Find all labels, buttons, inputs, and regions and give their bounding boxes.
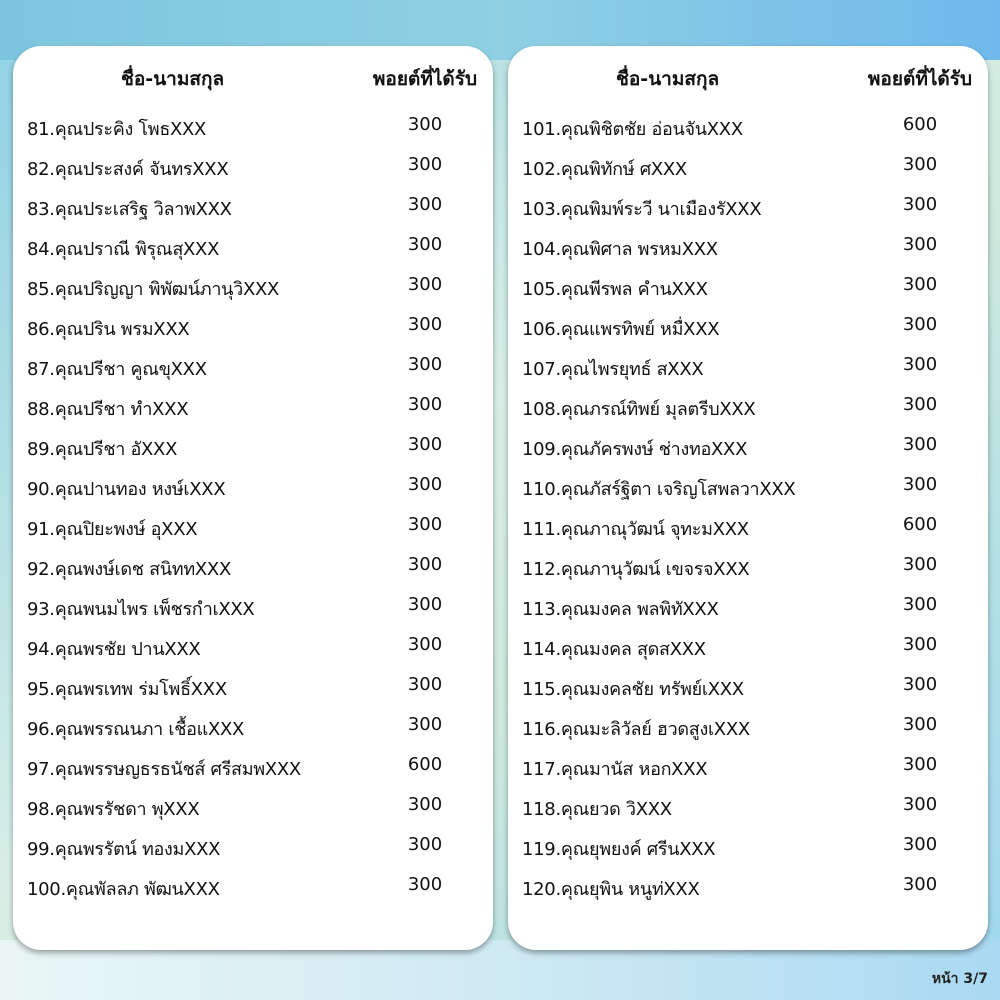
table-row	[508, 674, 988, 714]
table-row	[13, 314, 493, 354]
recipient-name: 106.คุณแพรทิพย์ หมื่XXX	[522, 319, 720, 340]
recipient-name: 100.คุณพัลลภ พัฒนXXX	[27, 879, 220, 900]
table-row	[508, 354, 988, 394]
recipient-name: 116.คุณมะลิวัลย์ ฮวดสูงเXXX	[522, 719, 750, 740]
points-value: 300	[407, 314, 443, 335]
points-table-right	[508, 46, 988, 950]
table-row	[13, 594, 493, 634]
recipient-name: 91.คุณปิยะพงษ์ อุXXX	[27, 519, 198, 540]
recipient-name: 114.คุณมงคล สุดสXXX	[522, 639, 706, 660]
table-row	[13, 434, 493, 474]
points-value: 300	[407, 874, 443, 895]
table-row	[13, 394, 493, 434]
table-row	[13, 114, 493, 154]
recipient-name: 108.คุณภรณ์ทิพย์ มุลตรีบXXX	[522, 399, 756, 420]
points-value: 300	[407, 674, 443, 695]
table-row	[13, 194, 493, 234]
points-value: 300	[902, 714, 938, 735]
page-number: หน้า 3/7	[931, 971, 988, 987]
column-header-name: ชื่อ-นามสกุล	[616, 68, 720, 90]
points-value: 300	[407, 354, 443, 375]
table-row	[13, 354, 493, 394]
recipient-name: 97.คุณพรรษญธรธนัชส์ ศรีสมพXXX	[27, 759, 301, 780]
points-value: 300	[902, 594, 938, 615]
points-value: 300	[902, 634, 938, 655]
recipient-name: 120.คุณยุพิน หนูท่XXX	[522, 879, 700, 900]
points-value: 300	[902, 874, 938, 895]
table-row	[13, 234, 493, 274]
table-row	[13, 754, 493, 794]
recipient-name: 104.คุณพิศาล พรหมXXX	[522, 239, 718, 260]
points-value: 300	[902, 434, 938, 455]
table-row	[508, 154, 988, 194]
recipient-name: 82.คุณประสงค์ จันทรXXX	[27, 159, 229, 180]
points-value: 300	[407, 794, 443, 815]
recipient-name: 81.คุณประคิง โพธXXX	[27, 119, 207, 140]
points-value: 300	[407, 554, 443, 575]
points-value: 300	[902, 554, 938, 575]
points-value: 600	[902, 114, 938, 135]
table-row	[508, 794, 988, 834]
table-row	[13, 794, 493, 834]
table-row	[508, 634, 988, 674]
points-value: 300	[407, 194, 443, 215]
recipient-name: 112.คุณภานุวัฒน์ เขจรจXXX	[522, 559, 750, 580]
recipient-name: 92.คุณพงษ์เดช สนิททXXX	[27, 559, 231, 580]
points-table-left	[13, 46, 493, 950]
points-value: 300	[407, 434, 443, 455]
points-value: 300	[407, 154, 443, 175]
recipient-name: 96.คุณพรรณนภา เชื้อแXXX	[27, 719, 245, 740]
table-row	[13, 274, 493, 314]
table-row	[508, 474, 988, 514]
table-row	[13, 834, 493, 874]
points-value: 300	[407, 514, 443, 535]
points-value: 300	[902, 314, 938, 335]
recipient-name: 86.คุณปริน พรมXXX	[27, 319, 190, 340]
column-header-points: พอยต์ที่ได้รับ	[372, 68, 477, 90]
points-value: 600	[902, 514, 938, 535]
table-row	[508, 594, 988, 634]
recipient-name: 95.คุณพรเทพ ร่มโพธิ์XXX	[27, 679, 227, 700]
recipient-name: 84.คุณปราณี พิรุณสุXXX	[27, 239, 220, 260]
table-header	[13, 64, 493, 94]
table-row	[13, 674, 493, 714]
points-value: 300	[407, 274, 443, 295]
recipient-name: 119.คุณยุพยงค์ ศรีนXXX	[522, 839, 716, 860]
table-body	[508, 114, 988, 914]
table-row	[508, 554, 988, 594]
recipient-name: 107.คุณไพรยุทธ์ สXXX	[522, 359, 704, 380]
table-row	[508, 434, 988, 474]
table-row	[13, 634, 493, 674]
points-value: 300	[407, 474, 443, 495]
table-row	[13, 514, 493, 554]
recipient-name: 85.คุณปริญญา พิพัฒน์ภานุวิXXX	[27, 279, 280, 300]
points-value: 300	[407, 634, 443, 655]
table-row	[508, 394, 988, 434]
table-row	[508, 754, 988, 794]
recipient-name: 115.คุณมงคลชัย ทรัพย์เXXX	[522, 679, 744, 700]
points-value: 300	[902, 674, 938, 695]
recipient-name: 111.คุณภาณุวัฒน์ จุทะมXXX	[522, 519, 749, 540]
recipient-name: 103.คุณพิมพ์ระวี นาเมืองรัXXX	[522, 199, 762, 220]
table-row	[508, 714, 988, 754]
table-row	[508, 194, 988, 234]
table-header	[508, 64, 988, 94]
table-row	[13, 714, 493, 754]
table-row	[508, 234, 988, 274]
recipient-name: 105.คุณพีรพล คำนXXX	[522, 279, 708, 300]
recipient-name: 98.คุณพรรัชดา พุXXX	[27, 799, 200, 820]
recipient-name: 88.คุณปรีชา ทำXXX	[27, 399, 189, 420]
recipient-name: 102.คุณพิทักษ์ ศXXX	[522, 159, 687, 180]
column-header-name: ชื่อ-นามสกุล	[121, 68, 225, 90]
points-value: 300	[407, 394, 443, 415]
recipient-name: 99.คุณพรรัตน์ ทองมXXX	[27, 839, 221, 860]
recipient-name: 89.คุณปรีชา อัXXX	[27, 439, 178, 460]
points-value: 300	[902, 194, 938, 215]
table-row	[508, 314, 988, 354]
table-body	[13, 114, 493, 914]
recipient-name: 101.คุณพิชิตชัย อ่อนจันXXX	[522, 119, 743, 140]
table-row	[508, 874, 988, 914]
table-row	[508, 514, 988, 554]
points-value: 300	[902, 834, 938, 855]
points-value: 300	[902, 394, 938, 415]
points-value: 300	[902, 154, 938, 175]
recipient-name: 83.คุณประเสริฐ วิลาพXXX	[27, 199, 232, 220]
points-value: 300	[407, 834, 443, 855]
points-value: 300	[407, 714, 443, 735]
recipient-name: 110.คุณภัสร์ฐิตา เจริญโสพลวาXXX	[522, 479, 796, 500]
points-value: 300	[902, 234, 938, 255]
points-value: 300	[407, 234, 443, 255]
table-row	[13, 554, 493, 594]
recipient-name: 94.คุณพรชัย ปานXXX	[27, 639, 201, 660]
recipient-name: 117.คุณมานัส หอกXXX	[522, 759, 708, 780]
points-value: 300	[902, 274, 938, 295]
table-row	[508, 274, 988, 314]
recipient-name: 109.คุณภัครพงษ์ ช่างทอXXX	[522, 439, 748, 460]
table-row	[508, 834, 988, 874]
points-value: 600	[407, 754, 443, 775]
recipient-name: 90.คุณปานทอง หงษ์เXXX	[27, 479, 226, 500]
recipient-name: 93.คุณพนมไพร เพ็ชรกำเXXX	[27, 599, 255, 620]
recipient-name: 118.คุณยวด วิXXX	[522, 799, 672, 820]
points-value: 300	[902, 474, 938, 495]
recipient-name: 87.คุณปรีชา คูณขุXXX	[27, 359, 207, 380]
points-value: 300	[407, 114, 443, 135]
points-value: 300	[902, 354, 938, 375]
table-row	[508, 114, 988, 154]
recipient-name: 113.คุณมงคล พลพิทัXXX	[522, 599, 719, 620]
points-value: 300	[407, 594, 443, 615]
table-row	[13, 874, 493, 914]
points-value: 300	[902, 754, 938, 775]
table-row	[13, 154, 493, 194]
column-header-points: พอยต์ที่ได้รับ	[867, 68, 972, 90]
points-value: 300	[902, 794, 938, 815]
table-row	[13, 474, 493, 514]
